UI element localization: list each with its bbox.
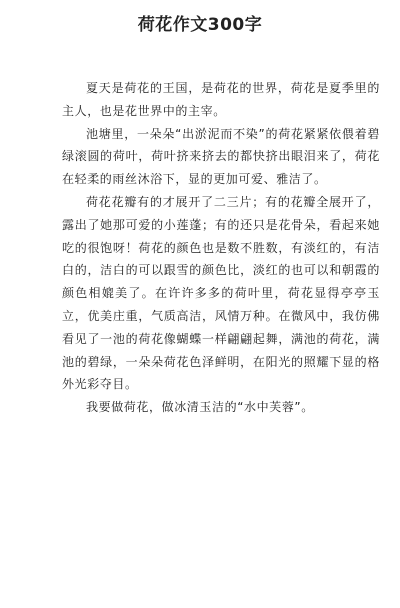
- paragraph: 池塘里，一朵朵“出淤泥而不染”的荷花紧紧依偎着碧绿滚圆的荷叶，荷叶挤来挤去的都快挤出眼泪来了，荷花在轻柔的雨丝沐浴下，显的更加可爱、雅洁了。: [62, 126, 380, 187]
- paragraph: 夏天是荷花的王国，是荷花的世界，荷花是夏季里的主人，也是花世界中的主宰。: [62, 81, 380, 118]
- paragraph: 荷花花瓣有的才展开了二三片；有的花瓣全展开了，露出了她那可爱的小莲蓬；有的还只是花骨朵，看起来她吃的很饱呀！荷花的颜色也是数不胜数，有淡红的，有洁白的，洁白的可以跟雪的颜色比，淡红的也可以和朝霞的颜色相媲美了。在许许多多的荷叶里，荷花显得亭亭玉立，优美庄重，气质高洁，风情万种。在微风中，我仿佛看见了一池的荷花像蝴蝶一样翩翩起舞，满池的荷花，满池的碧绿，一朵朵荷花色泽鲜明，在阳光的照耀下显的格外光彩夺目。: [62, 194, 380, 392]
- article-body: [62, 77, 380, 419]
- paragraph: 我要做荷花，做冰清玉洁的“水中芙蓉”。: [86, 400, 314, 415]
- document-title: 荷花作文300字: [137, 15, 263, 35]
